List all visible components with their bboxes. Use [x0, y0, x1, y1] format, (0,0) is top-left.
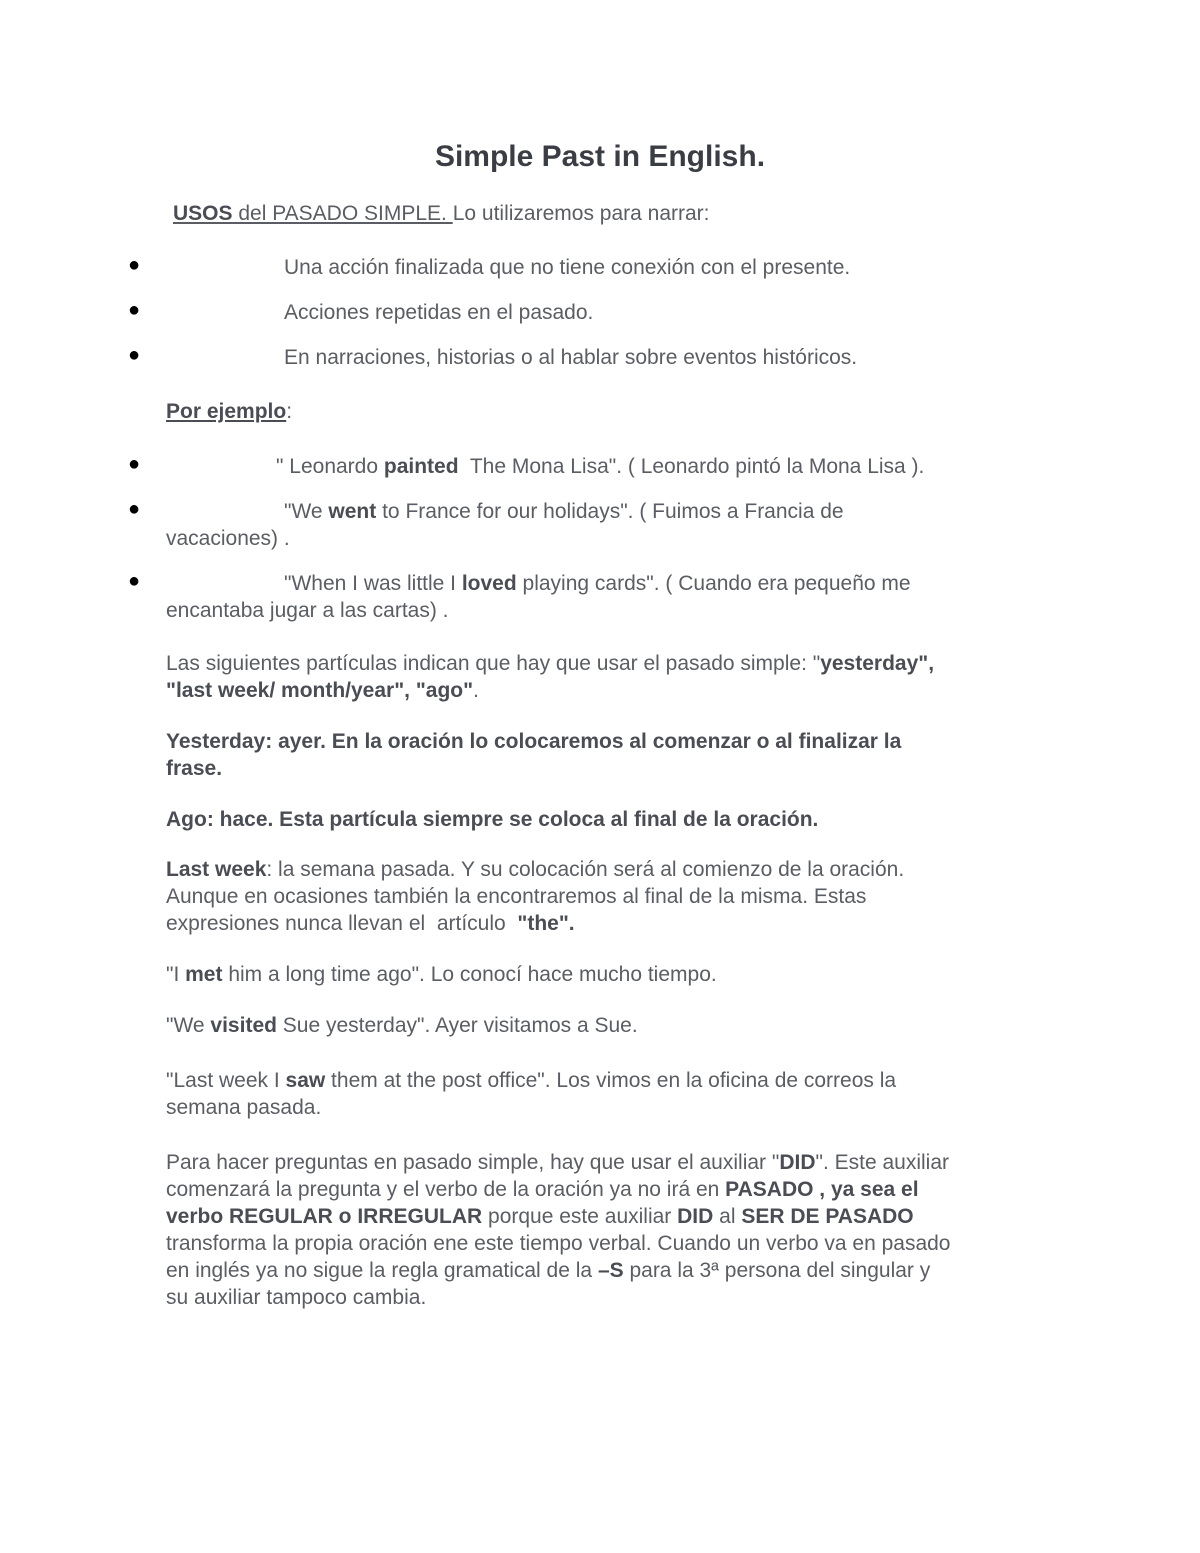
particles-paragraph: Las siguientes partículas indican que hay que usar el pasado simple: "yesterday", "last week/ month/year", "ago". [166, 652, 935, 702]
usos-tail: Lo utilizaremos para narrar: [452, 202, 710, 225]
ago-note: Ago: hace. Esta partícula siempre se coloca al final de la oración. [166, 808, 819, 831]
did-paragraph: Para hacer preguntas en pasado simple, hay que usar el auxiliar "DID". Este auxiliar comenzará la pregunta y el verbo de la oración ya no irá en PASADO , ya sea el verbo REGULAR o IRREGULAR porque este auxiliar DID al SER DE PASADO transforma la propia oración ene este tiempo verbal. Cuando un verbo va en pasado en inglés ya no sigue la regla gramatical de la –S para la 3ª persona del singular y su auxiliar tampoco cambia. [166, 1151, 951, 1309]
list-item: Acciones repetidas en el pasado. [284, 301, 594, 324]
last-week-note: Last week: la semana pasada. Y su colocación será al comienzo de la oración. Aunque en ocasiones también la encontraremos al final de la misma. Estas expresiones nunca llevan el artículo "the". [166, 858, 905, 935]
bullet-icon: ● [128, 254, 141, 276]
yesterday-note: Yesterday: ayer. En la oración lo colocaremos al comenzar o al finalizar la frase. [166, 730, 902, 780]
bullet-icon: ● [128, 570, 141, 592]
bullet-icon: ● [128, 299, 141, 321]
sentence-1: "I met him a long time ago". Lo conocí hace mucho tiempo. [166, 963, 717, 986]
list-item: Una acción finalizada que no tiene conexión con el presente. [284, 256, 851, 279]
list-item-continuation: encantaba jugar a las cartas) . [166, 599, 449, 622]
list-item: " Leonardo painted The Mona Lisa". ( Leonardo pintó la Mona Lisa ). [276, 455, 925, 478]
bullet-icon: ● [128, 344, 141, 366]
list-item: En narraciones, historias o al hablar sobre eventos históricos. [284, 346, 858, 369]
por-ejemplo-heading: Por ejemplo: [166, 400, 293, 423]
list-item: "We went to France for our holidays". ( Fuimos a Francia de [284, 500, 844, 523]
usos-label: USOS del PASADO SIMPLE. [173, 202, 453, 225]
list-item-continuation: vacaciones) . [166, 527, 290, 550]
usos-intro [173, 200, 1073, 227]
page-title: Simple Past in English. [434, 140, 766, 173]
bullet-icon: ● [128, 453, 141, 475]
sentence-2: "We visited Sue yesterday". Ayer visitamos a Sue. [166, 1014, 638, 1037]
bullet-icon: ● [128, 498, 141, 520]
list-item: "When I was little I loved playing cards". ( Cuando era pequeño me [284, 572, 911, 595]
sentence-3: "Last week I saw them at the post office". Los vimos en la oficina de correos la semana pasada. [166, 1069, 897, 1119]
